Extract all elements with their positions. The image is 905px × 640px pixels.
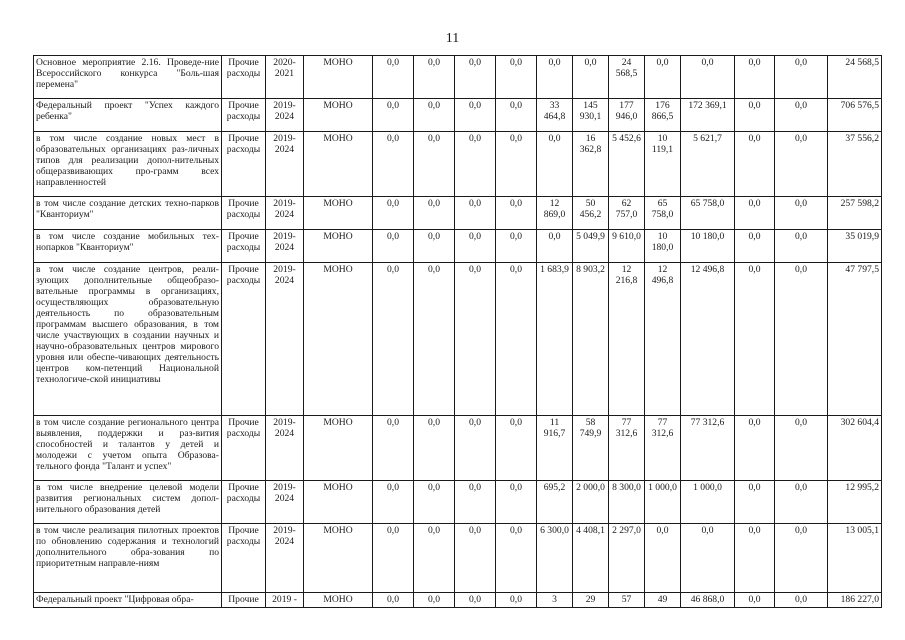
amount-cell: 0,0 [496,56,537,99]
organization: МОНО [304,593,373,608]
period: 2019-2024 [266,99,304,132]
amount-cell: 49 [645,593,681,608]
amount-cell: 50 456,2 [573,197,609,230]
period: 2020-2021 [266,56,304,99]
period: 2019-2024 [266,481,304,524]
row-name: в том числе создание новых мест в образовательных организациях раз-личных типов для реализации допол-нительных общеразвивающих про-грамм всех направленностей [34,132,222,197]
amount-cell: 0,0 [455,593,496,608]
amount-cell: 11 916,7 [537,416,573,481]
amount-cell: 0,0 [496,230,537,263]
amount-cell: 0,0 [496,416,537,481]
row-name: Федеральный проект "Успех каждого ребенка" [34,99,222,132]
amount-cell: 0,0 [455,481,496,524]
period: 2019-2024 [266,263,304,416]
total-cell: 186 227,0 [828,593,882,608]
table-row [34,132,882,197]
amount-cell: 0,0 [537,230,573,263]
amount-cell: 0,0 [414,197,455,230]
amount-cell: 46 868,0 [681,593,735,608]
amount-cell: 0,0 [414,593,455,608]
expense-type: Прочие расходы [222,230,266,263]
expense-type: Прочие [222,593,266,608]
organization: МОНО [304,481,373,524]
amount-cell: 0,0 [414,230,455,263]
total-cell: 37 556,2 [828,132,882,197]
amount-cell: 12 496,8 [681,263,735,416]
amount-cell: 2 000,0 [573,481,609,524]
amount-cell: 5 452,6 [609,132,645,197]
amount-cell: 0,0 [735,263,775,416]
amount-cell: 0,0 [373,481,414,524]
amount-cell: 10 180,0 [681,230,735,263]
total-cell: 13 005,1 [828,524,882,593]
row-name: в том числе создание регионального центра выявления, поддержки и раз-вития способностей и талантов у детей и молодежи с учетом опыта Образова-тельного фонда "Талант и успех" [34,416,222,481]
amount-cell: 0,0 [414,416,455,481]
amount-cell: 0,0 [496,99,537,132]
amount-cell: 0,0 [775,99,828,132]
table-row [34,416,882,481]
table-row [34,524,882,593]
amount-cell: 0,0 [414,99,455,132]
amount-cell: 0,0 [537,56,573,99]
organization: МОНО [304,99,373,132]
amount-cell: 24 568,5 [609,56,645,99]
organization: МОНО [304,263,373,416]
amount-cell: 0,0 [373,593,414,608]
table-row [34,481,882,524]
amount-cell: 0,0 [775,230,828,263]
amount-cell: 0,0 [455,99,496,132]
expense-type: Прочие расходы [222,263,266,416]
period: 2019-2024 [266,416,304,481]
budget-table [33,55,882,608]
amount-cell: 0,0 [775,593,828,608]
expense-type: Прочие расходы [222,481,266,524]
amount-cell: 0,0 [573,56,609,99]
amount-cell: 0,0 [775,481,828,524]
organization: МОНО [304,197,373,230]
amount-cell: 65 758,0 [645,197,681,230]
amount-cell: 1 000,0 [681,481,735,524]
table-row [34,56,882,99]
amount-cell: 12 496,8 [645,263,681,416]
amount-cell: 33 464,8 [537,99,573,132]
amount-cell: 0,0 [735,56,775,99]
amount-cell: 0,0 [681,56,735,99]
amount-cell: 0,0 [414,481,455,524]
amount-cell: 0,0 [775,56,828,99]
amount-cell: 3 [537,593,573,608]
amount-cell: 77 312,6 [681,416,735,481]
amount-cell: 0,0 [735,230,775,263]
amount-cell: 8 903,2 [573,263,609,416]
amount-cell: 0,0 [373,99,414,132]
amount-cell: 4 408,1 [573,524,609,593]
expense-type: Прочие расходы [222,99,266,132]
organization: МОНО [304,56,373,99]
amount-cell: 177 946,0 [609,99,645,132]
amount-cell: 58 749,9 [573,416,609,481]
amount-cell: 0,0 [373,263,414,416]
total-cell: 24 568,5 [828,56,882,99]
amount-cell: 0,0 [735,99,775,132]
amount-cell: 2 297,0 [609,524,645,593]
amount-cell: 0,0 [455,263,496,416]
amount-cell: 77 312,6 [645,416,681,481]
total-cell: 257 598,2 [828,197,882,230]
row-name: Федеральный проект "Цифровая обра- [34,593,222,608]
amount-cell: 57 [609,593,645,608]
amount-cell: 10 119,1 [645,132,681,197]
amount-cell: 176 866,5 [645,99,681,132]
amount-cell: 0,0 [455,132,496,197]
total-cell: 47 797,5 [828,263,882,416]
period: 2019-2024 [266,524,304,593]
amount-cell: 0,0 [775,416,828,481]
amount-cell: 0,0 [735,197,775,230]
total-cell: 302 604,4 [828,416,882,481]
organization: МОНО [304,524,373,593]
period: 2019-2024 [266,197,304,230]
amount-cell: 0,0 [373,56,414,99]
amount-cell: 0,0 [414,56,455,99]
row-name: Основное мероприятие 2.16. Проведе-ние Всероссийского конкурса "Боль-шая перемена" [34,56,222,99]
period: 2019-2024 [266,230,304,263]
table-row [34,99,882,132]
row-name: в том числе создание центров, реали-зующих дополнительные общеобразо-вательные программы в организациях, осуществляющих образовательную деятельность по образовательным программам высшего образования, в том числе участвующих в создании научных и научно-образовательных центров мирового уровня или обеспе-чивающих деятельность центров ком-петенций Национальной технологиче-ской инициативы [34,263,222,416]
amount-cell: 0,0 [645,56,681,99]
amount-cell: 0,0 [455,197,496,230]
table-row [34,593,882,608]
amount-cell: 0,0 [414,132,455,197]
amount-cell: 0,0 [735,132,775,197]
amount-cell: 0,0 [775,524,828,593]
expense-type: Прочие расходы [222,56,266,99]
amount-cell: 0,0 [496,524,537,593]
amount-cell: 0,0 [373,132,414,197]
amount-cell: 0,0 [455,416,496,481]
table-row [34,263,882,416]
organization: МОНО [304,132,373,197]
amount-cell: 0,0 [496,132,537,197]
amount-cell: 0,0 [681,524,735,593]
amount-cell: 0,0 [414,524,455,593]
amount-cell: 0,0 [775,263,828,416]
amount-cell: 0,0 [373,197,414,230]
table-row [34,230,882,263]
amount-cell: 0,0 [735,416,775,481]
amount-cell: 12 869,0 [537,197,573,230]
amount-cell: 62 757,0 [609,197,645,230]
organization: МОНО [304,416,373,481]
period: 2019 - [266,593,304,608]
amount-cell: 0,0 [775,132,828,197]
amount-cell: 0,0 [496,481,537,524]
amount-cell: 9 610,0 [609,230,645,263]
amount-cell: 65 758,0 [681,197,735,230]
amount-cell: 0,0 [735,524,775,593]
amount-cell: 0,0 [496,593,537,608]
row-name: в том числе создание детских техно-парков "Кванториум" [34,197,222,230]
expense-type: Прочие расходы [222,524,266,593]
row-name: в том числе реализация пилотных проектов по обновлению содержания и технологий дополнительного обра-зования по приоритетным направле-ниям [34,524,222,593]
amount-cell: 12 216,8 [609,263,645,416]
amount-cell: 29 [573,593,609,608]
amount-cell: 0,0 [373,230,414,263]
amount-cell: 0,0 [455,524,496,593]
amount-cell: 145 930,1 [573,99,609,132]
amount-cell: 77 312,6 [609,416,645,481]
amount-cell: 0,0 [373,416,414,481]
amount-cell: 0,0 [373,524,414,593]
row-name: в том числе создание мобильных тех-нопарков "Кванториум" [34,230,222,263]
amount-cell: 6 300,0 [537,524,573,593]
amount-cell: 16 362,8 [573,132,609,197]
amount-cell: 8 300,0 [609,481,645,524]
amount-cell: 0,0 [414,263,455,416]
amount-cell: 0,0 [537,132,573,197]
amount-cell: 0,0 [735,593,775,608]
amount-cell: 10 180,0 [645,230,681,263]
expense-type: Прочие расходы [222,416,266,481]
amount-cell: 1 000,0 [645,481,681,524]
total-cell: 706 576,5 [828,99,882,132]
amount-cell: 0,0 [455,230,496,263]
amount-cell: 0,0 [496,197,537,230]
period: 2019-2024 [266,132,304,197]
amount-cell: 0,0 [455,56,496,99]
organization: МОНО [304,230,373,263]
amount-cell: 0,0 [496,263,537,416]
amount-cell: 0,0 [645,524,681,593]
amount-cell: 5 049,9 [573,230,609,263]
total-cell: 12 995,2 [828,481,882,524]
amount-cell: 172 369,1 [681,99,735,132]
page-number: 11 [445,31,460,46]
amount-cell: 5 621,7 [681,132,735,197]
amount-cell: 695,2 [537,481,573,524]
amount-cell: 0,0 [775,197,828,230]
expense-type: Прочие расходы [222,132,266,197]
expense-type: Прочие расходы [222,197,266,230]
amount-cell: 0,0 [735,481,775,524]
table-row [34,197,882,230]
total-cell: 35 019,9 [828,230,882,263]
amount-cell: 1 683,9 [537,263,573,416]
row-name: в том числе внедрение целевой модели развития региональных систем допол-нительного образования детей [34,481,222,524]
